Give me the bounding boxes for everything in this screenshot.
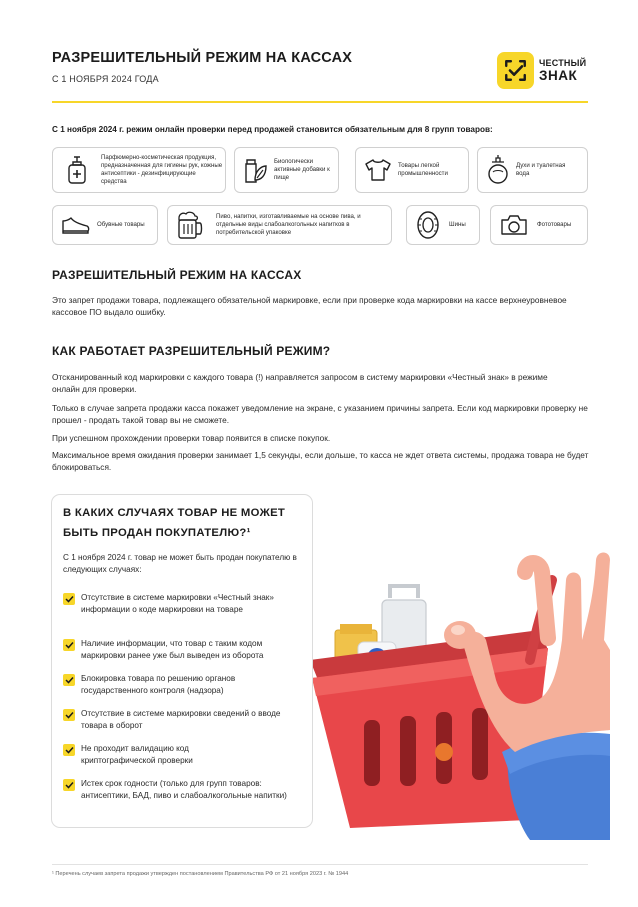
header-divider (52, 101, 588, 103)
page-subtitle: С 1 НОЯБРЯ 2024 ГОДА (52, 74, 159, 84)
basket-hand-illustration (290, 520, 610, 840)
case-item (63, 743, 308, 767)
checkmark-icon (63, 744, 75, 756)
section2-paragraph: При успешном прохождении проверки товар появится в списке покупок. (52, 433, 331, 443)
product-card-sanitizer (52, 147, 226, 193)
checkmark-icon (63, 709, 75, 721)
supplement-icon (242, 156, 268, 184)
sanitizer-icon (65, 155, 87, 185)
section2-paragraph: Отсканированный код маркировки с каждого товара (!) направляется запросом в систему маркировки «Честный знак» в режиме онлайн для проверки. (52, 372, 548, 395)
case-text: Истек срок годности (только для групп товаров: антисептики, БАД, пиво и слабоалкогольные напитки) (81, 779, 287, 800)
case-text: Не проходит валидацию код криптографической проверки (81, 744, 193, 765)
checkmark-icon (63, 779, 75, 791)
product-label: Обувные товары (97, 220, 145, 228)
product-label: Пиво, напитки, изготавливаемые на основе пива, и отдельные виды слабоалкогольных напитков в потребительской упаковке (216, 212, 361, 237)
product-card-light-industry (355, 147, 469, 193)
case-item (63, 778, 308, 802)
logo-line2: ЗНАК (539, 67, 578, 83)
product-label: Фототовары (537, 220, 572, 228)
camera-icon (499, 213, 529, 237)
footer-divider (52, 864, 588, 865)
tire-icon (415, 210, 441, 240)
intro-text: С 1 ноября 2024 г. режим онлайн проверки перед продажей становится обязательным для 8 групп товаров: (52, 125, 493, 134)
checkmark-icon (63, 593, 75, 605)
case-text: Наличие информации, что товар с таким кодом маркировки ранее уже был выведен из оборота (81, 639, 264, 660)
shoe-icon (61, 215, 91, 235)
chestny-znak-logo-icon (497, 52, 534, 89)
case-text: Отсутствие в системе маркировки сведений о вводе товара в оборот (81, 709, 281, 730)
product-card-perfume (477, 147, 588, 193)
page-title: РАЗРЕШИТЕЛЬНЫЙ РЕЖИМ НА КАССАХ (52, 50, 353, 66)
cases-box (51, 494, 313, 828)
product-card-supplement (234, 147, 339, 193)
case-item (63, 708, 308, 732)
section1-heading: РАЗРЕШИТЕЛЬНЫЙ РЕЖИМ НА КАССАХ (52, 268, 302, 282)
product-label: Шины (449, 220, 466, 228)
product-card-photo (490, 205, 588, 245)
product-label: Товары легкой промышленности (398, 161, 448, 177)
section2-paragraph: Максимальное время ожидания проверки занимает 1,5 секунды, если дольше, то касса не ждет ответа системы, продажа товара не будет блокироваться. (52, 450, 589, 473)
product-card-shoes (52, 205, 158, 245)
checkmark-icon (63, 674, 75, 686)
case-item (63, 673, 308, 697)
logo-line1: ЧЕСТНЫЙ (539, 57, 587, 68)
tshirt-icon (364, 158, 392, 182)
perfume-icon (486, 155, 510, 185)
product-card-beer (167, 205, 392, 245)
product-card-tires (406, 205, 480, 245)
case-text: Блокировка товара по решению органов государственного контроля (надзора) (81, 674, 236, 695)
footnote: ¹ Перечень случаев запрета продажи утвержден постановлением Правительства РФ от 21 ноября 2023 г. № 1944 (52, 871, 349, 877)
case-item (63, 638, 308, 662)
product-label: Биологически активные добавки к пище (274, 157, 330, 182)
section2-paragraph: Только в случае запрета продажи касса покажет уведомление на экране, с указанием причины запрета. Если код маркировки проверку не прошел - продать такой товар вы не сможете. (52, 403, 588, 426)
case-item (63, 592, 308, 616)
cases-box-lead: С 1 ноября 2024 г. товар не может быть продан покупателю в следующих случаях: (63, 553, 297, 575)
product-label: Парфюмерно-косметическая продукция, предназначенная для гигиены рук, кожные антисептики - дезинфицирующие средства (101, 153, 223, 186)
product-label: Духи и туалетная вода (516, 161, 566, 177)
beer-mug-icon (176, 210, 204, 240)
section2-heading: КАК РАБОТАЕТ РАЗРЕШИТЕЛЬНЫЙ РЕЖИМ? (52, 344, 331, 358)
logo (497, 52, 586, 89)
checkmark-icon (63, 639, 75, 651)
section1-text: Это запрет продажи товара, подлежащего обязательной маркировке, если при проверке кода маркировки на кассе верхнеуровневое кассовое ПО выдало ошибку. (52, 295, 567, 318)
case-text: Отсутствие в системе маркировки «Честный знак» информации о коде маркировки на товаре (81, 593, 274, 614)
cases-box-title: В КАКИХ СЛУЧАЯХ ТОВАР НЕ МОЖЕТ БЫТЬ ПРОДАН ПОКУПАТЕЛЮ?¹ (63, 507, 286, 540)
